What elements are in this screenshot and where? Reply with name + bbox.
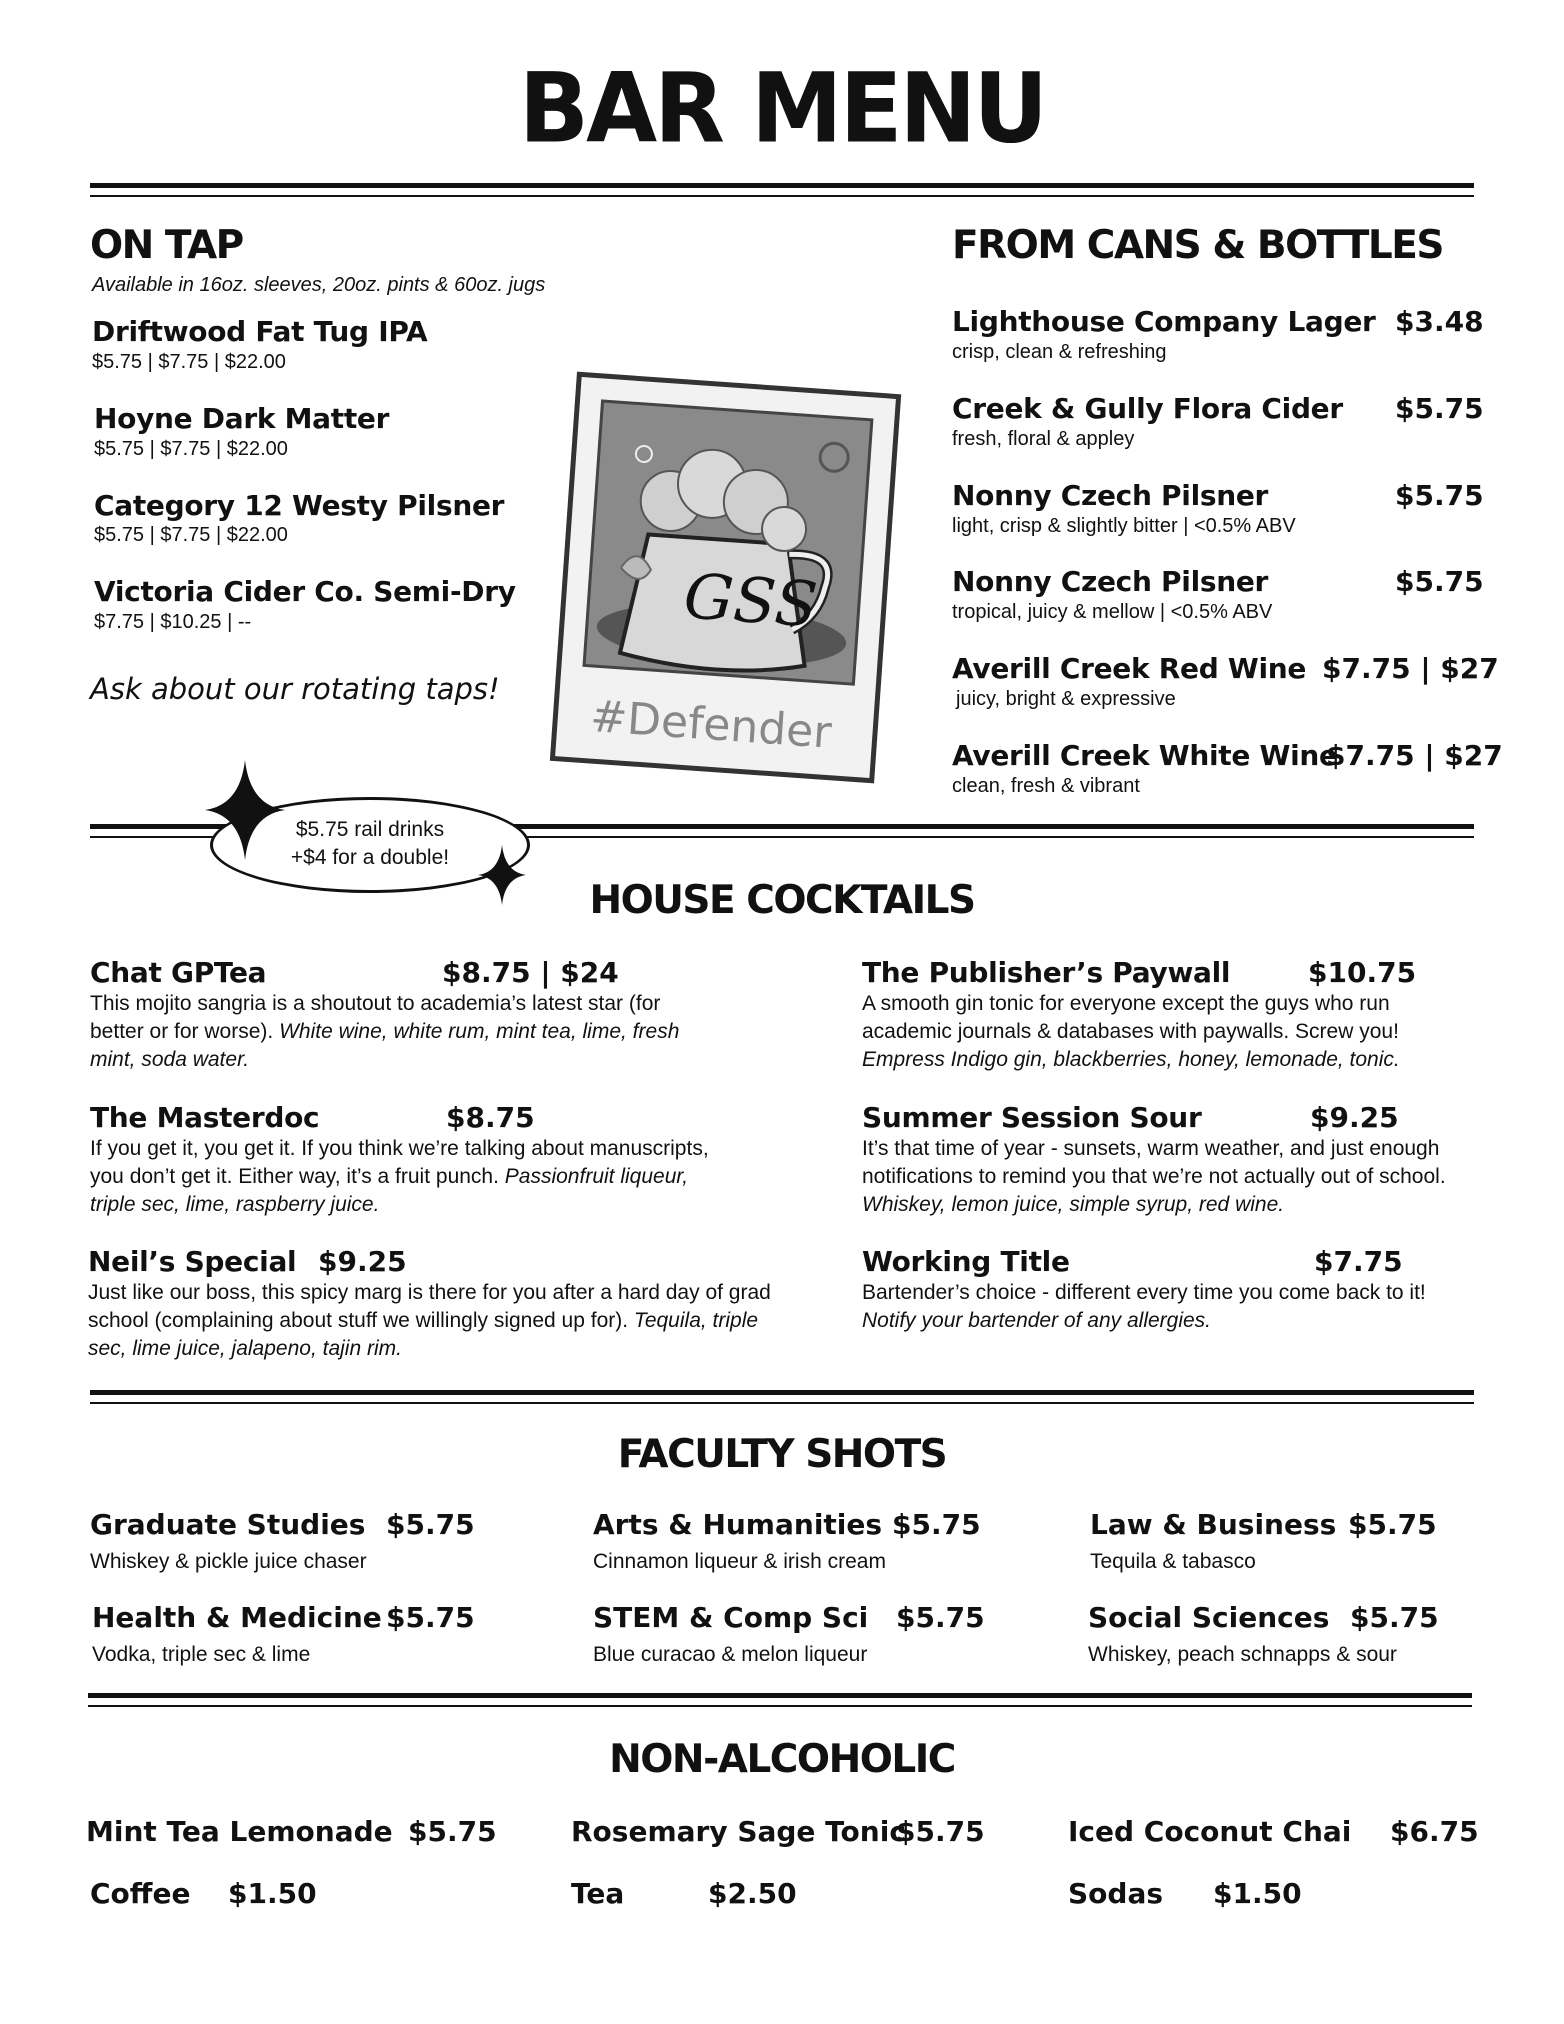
cocktail-desc (862, 990, 1482, 1074)
can-item-desc: fresh, floral & appley (952, 428, 1135, 450)
shot-price: $5.75 (1348, 1508, 1437, 1541)
cocktail-ingredients: Empress Indigo gin, blackberries, honey, lemonade, tonic. (862, 1048, 1400, 1071)
shots-heading: FACULTY SHOTS (617, 1432, 947, 1477)
can-item-price: $5.75 (1395, 565, 1484, 598)
cocktail-name: Working Title (862, 1245, 1070, 1278)
non-alcoholic-heading: NON-ALCOHOLIC (609, 1737, 955, 1782)
shot-desc: Whiskey & pickle juice chaser (90, 1550, 367, 1573)
rail-drinks-line1: $5.75 rail drinks (295, 818, 445, 841)
cocktails-heading: HOUSE COCKTAILS (589, 878, 975, 923)
cocktail-ingredients: Passionfruit liqueur, triple sec, lime, raspberry juice. (90, 1165, 689, 1216)
shot-desc: Whiskey, peach schnapps & sour (1088, 1643, 1397, 1666)
can-item-name: Lighthouse Company Lager (952, 305, 1376, 338)
na-item-name: Coffee (90, 1877, 191, 1910)
cocktail-price: $9.25 (1310, 1101, 1399, 1134)
tap-item-prices: $5.75 | $7.75 | $22.00 (94, 438, 288, 460)
can-item-price: $5.75 (1395, 392, 1484, 425)
on-tap-heading: ON TAP (90, 223, 243, 268)
cocktail-desc-text: Bartender’s choice - different every time you come back to it! (862, 1281, 1426, 1304)
shot-name: Arts & Humanities (593, 1508, 883, 1541)
can-item-desc: tropical, juicy & mellow | <0.5% ABV (952, 601, 1273, 623)
shot-price: $5.75 (386, 1601, 475, 1634)
can-item-desc: crisp, clean & refreshing (952, 341, 1167, 363)
mug-text: GSS (681, 559, 820, 642)
shot-name: STEM & Comp Sci (593, 1601, 869, 1634)
divider (90, 1402, 1474, 1404)
shot-price: $5.75 (892, 1508, 981, 1541)
cocktail-price: $8.75 | $24 (442, 956, 619, 989)
cocktail-desc (862, 1135, 1482, 1219)
shot-name: Graduate Studies (90, 1508, 366, 1541)
tap-item-prices: $7.75 | $10.25 | -- (94, 611, 252, 633)
cocktail-desc (88, 1279, 788, 1363)
shot-name: Health & Medicine (92, 1601, 382, 1634)
divider (88, 1705, 1472, 1707)
na-item-name: Tea (571, 1877, 625, 1910)
cocktail-name: The Publisher’s Paywall (862, 956, 1231, 989)
shot-desc: Vodka, triple sec & lime (92, 1643, 311, 1666)
na-item-name: Iced Coconut Chai (1068, 1815, 1352, 1848)
can-item-name: Nonny Czech Pilsner (952, 479, 1269, 512)
can-item-desc: juicy, bright & expressive (956, 688, 1176, 710)
tap-item-name: Victoria Cider Co. Semi-Dry (94, 575, 516, 608)
na-item-price: $2.50 (708, 1877, 797, 1910)
shot-price: $5.75 (1350, 1601, 1439, 1634)
cocktail-desc-text: A smooth gin tonic for everyone except the guys who run academic journals & databases with paywalls. Screw you! (862, 992, 1399, 1043)
can-item-price: $7.75 | $27 (1322, 652, 1499, 685)
cocktail-price: $8.75 (446, 1101, 535, 1134)
cocktail-name: Neil’s Special (88, 1245, 297, 1278)
cocktail-price: $9.25 (318, 1245, 407, 1278)
can-item-desc: clean, fresh & vibrant (952, 775, 1140, 797)
divider (88, 1693, 1472, 1698)
na-item-name: Sodas (1068, 1877, 1164, 1910)
can-item-name: Averill Creek Red Wine (952, 652, 1307, 685)
shot-price: $5.75 (386, 1508, 475, 1541)
shot-name: Social Sciences (1088, 1601, 1330, 1634)
tap-item-name: Category 12 Westy Pilsner (94, 489, 505, 522)
cocktail-ingredients: White wine, white rum, mint tea, lime, fresh mint, soda water. (90, 1020, 680, 1071)
shot-desc: Blue curacao & melon liqueur (593, 1643, 868, 1666)
na-item-price: $1.50 (228, 1877, 317, 1910)
beer-mug-photo (525, 365, 925, 805)
on-tap-note: Available in 16oz. sleeves, 20oz. pints & 60oz. jugs (92, 274, 546, 296)
cocktail-desc (862, 1279, 1462, 1335)
tap-item-prices: $5.75 | $7.75 | $22.00 (94, 524, 288, 546)
cocktail-name: Chat GPTea (90, 956, 267, 989)
cocktail-name: Summer Session Sour (862, 1101, 1202, 1134)
tap-item-name: Hoyne Dark Matter (94, 402, 390, 435)
cocktail-desc (90, 990, 700, 1074)
cocktail-desc (90, 1135, 730, 1219)
cocktail-price: $10.75 (1308, 956, 1417, 989)
can-item-name: Creek & Gully Flora Cider (952, 392, 1343, 425)
cans-heading: FROM CANS & BOTTLES (952, 223, 1443, 268)
na-item-price: $1.50 (1213, 1877, 1302, 1910)
divider (90, 195, 1474, 197)
can-item-price: $5.75 (1395, 479, 1484, 512)
na-item-name: Rosemary Sage Tonic (571, 1815, 906, 1848)
shot-desc: Cinnamon liqueur & irish cream (593, 1550, 886, 1573)
divider (90, 1390, 1474, 1395)
cocktail-ingredients: Whiskey, lemon juice, simple syrup, red wine. (862, 1193, 1285, 1216)
can-item-name: Nonny Czech Pilsner (952, 565, 1269, 598)
can-item-desc: light, crisp & slightly bitter | <0.5% ABV (952, 515, 1296, 537)
can-item-price: $7.75 | $27 (1326, 739, 1503, 772)
na-item-price: $5.75 (408, 1815, 497, 1848)
na-item-name: Mint Tea Lemonade (86, 1815, 393, 1848)
cocktail-desc-text: This mojito sangria is a shoutout to academia’s latest star (for better or for worse). (90, 992, 661, 1043)
cocktail-ingredients: Tequila, triple sec, lime juice, jalapeno, tajin rim. (88, 1309, 759, 1360)
cocktail-desc-text: Just like our boss, this spicy marg is there for you after a hard day of grad school (complaining about stuff we willingly signed up for). (88, 1281, 771, 1332)
cocktail-price: $7.75 (1314, 1245, 1403, 1278)
divider (90, 183, 1474, 188)
shot-name: Law & Business (1090, 1508, 1337, 1541)
page-title: BAR MENU (518, 52, 1046, 165)
can-item-price: $3.48 (1395, 305, 1484, 338)
tap-item-name: Driftwood Fat Tug IPA (92, 315, 428, 348)
na-item-price: $6.75 (1390, 1815, 1479, 1848)
na-item-price: $5.75 (896, 1815, 985, 1848)
cocktail-desc-text: It’s that time of year - sunsets, warm weather, and just enough notifications to remind you that we’re not actually out of school. (862, 1137, 1446, 1188)
photo-caption: #Defender (588, 691, 834, 759)
cocktail-desc-text: If you get it, you get it. If you think we’re talking about manuscripts, you don’t get it. Either way, it’s a fruit punch. (90, 1137, 709, 1188)
shot-price: $5.75 (896, 1601, 985, 1634)
cocktail-ingredients: Notify your bartender of any allergies. (862, 1309, 1212, 1332)
tap-item-prices: $5.75 | $7.75 | $22.00 (92, 351, 286, 373)
can-item-name: Averill Creek White Wine (952, 739, 1338, 772)
shot-desc: Tequila & tabasco (1090, 1550, 1256, 1573)
rotating-taps-note: Ask about our rotating taps! (90, 672, 500, 706)
rail-drinks-line2: +$4 for a double! (290, 846, 450, 869)
sparkle-icon (205, 760, 285, 860)
cocktail-name: The Masterdoc (90, 1101, 320, 1134)
